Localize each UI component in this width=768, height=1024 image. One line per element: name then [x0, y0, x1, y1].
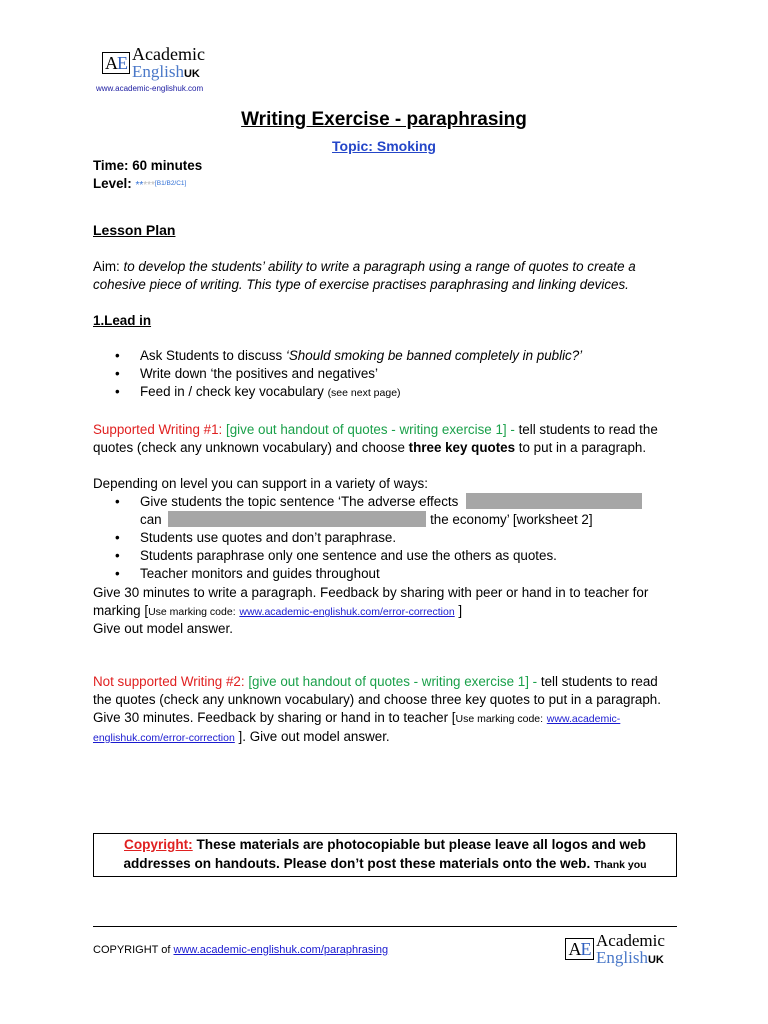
topic-subtitle: Topic: Smoking — [332, 138, 436, 154]
copyright-label: Copyright: — [124, 837, 193, 852]
aim-label: Aim: — [93, 259, 120, 274]
time-label: Time: 60 minutes — [93, 158, 203, 173]
supported-handout: [give out handout of quotes - writing exercise 1] - — [226, 422, 515, 437]
footer-link[interactable]: www.academic-englishuk.com/paraphrasing — [173, 944, 389, 956]
error-correction-link[interactable]: www.academic-englishuk.com/error-correction — [239, 606, 455, 618]
list-item: • Write down ‘the positives and negatives’ — [115, 366, 378, 381]
logo-english: English — [132, 62, 184, 81]
header-url[interactable]: www.academic-englishuk.com — [96, 84, 204, 93]
aim-text: to develop the students’ ability to write a paragraph using a range of quotes to create a cohesive piece of writing. This type of exercise practises paraphrasing and linking devices. — [93, 259, 636, 292]
aim-paragraph — [93, 258, 683, 294]
redacted-block — [466, 493, 642, 509]
give-30-paragraph: Give 30 minutes to write a paragraph. Feedback by sharing with peer or hand in to teacher for marking [Use marking code: www.academic-englishuk.com/error-correction ] — [93, 585, 649, 618]
logo-academic: Academic — [132, 44, 205, 64]
list-item: • Students use quotes and don’t paraphrase. — [115, 530, 397, 545]
not-supported-writing-paragraph: Not supported Writing #2: [give out handout of quotes - writing exercise 1] - tell students to read the quotes (check any unknown vocabulary) and choose three key quotes to put in a paragraph. Give 30 minutes. Feedback by sharing or hand in to teacher [Use marking code: www.academic-englishuk.com/error-correction ]. Give out model answer. — [93, 674, 661, 744]
list-item: • Teacher monitors and guides throughout — [115, 566, 380, 581]
supported-writing-paragraph: Supported Writing #1: [give out handout of quotes - writing exercise 1] - tell students to read the quotes (check any unknown vocabulary) and choose three key quotes to put in a paragraph. — [93, 422, 658, 455]
copyright-notice-box: Copyright: These materials are photocopiable but please leave all logos and web addresses on handouts. Please don’t post these materials onto the web. Thank you — [93, 833, 677, 877]
footer-divider — [93, 926, 677, 927]
level-codes: [B1/B2/C1] — [154, 180, 187, 187]
header-logo — [102, 45, 205, 80]
redacted-block — [168, 511, 426, 527]
list-item: • Students paraphrase only one sentence and use the others as quotes. — [115, 548, 557, 563]
footer-copyright: COPYRIGHT of www.academic-englishuk.com/paraphrasing — [93, 944, 389, 956]
level-stars-filled: ** — [135, 180, 144, 191]
depending-text: Depending on level you can support in a variety of ways: — [93, 476, 428, 491]
supported-bullet-1: • Give students the topic sentence ‘The adverse effects can the economy’ [worksheet 2] — [115, 493, 685, 529]
lead-in-list — [115, 347, 680, 402]
list-item: • Ask Students to discuss ‘Should smoking be banned completely in public?’ — [115, 348, 583, 363]
ae-logo-icon: A E — [565, 938, 594, 960]
not-supported-handout: [give out handout of quotes - writing exercise 1] - — [248, 674, 538, 689]
level-row — [93, 175, 186, 195]
level-label: Level: — [93, 176, 132, 191]
lead-in-heading: 1.Lead in — [93, 313, 152, 328]
model-answer-text: Give out model answer. — [93, 621, 233, 636]
lesson-plan-heading: Lesson Plan — [93, 222, 176, 238]
level-stars-empty: *** — [143, 180, 155, 191]
ae-logo-icon: A E — [102, 52, 130, 74]
list-item: • Feed in / check key vocabulary (see next page) — [115, 384, 401, 399]
footer-logo: A E Academic EnglishUK — [565, 932, 665, 966]
logo-uk: UK — [183, 68, 200, 80]
page-title: Writing Exercise - paraphrasing — [241, 109, 527, 130]
supported-list — [115, 529, 680, 583]
error-correction-link[interactable]: www.academic-englishuk.com/error-correction — [93, 713, 621, 744]
supported-label: Supported Writing #1: — [93, 422, 223, 437]
not-supported-label: Not supported Writing #2: — [93, 674, 245, 689]
